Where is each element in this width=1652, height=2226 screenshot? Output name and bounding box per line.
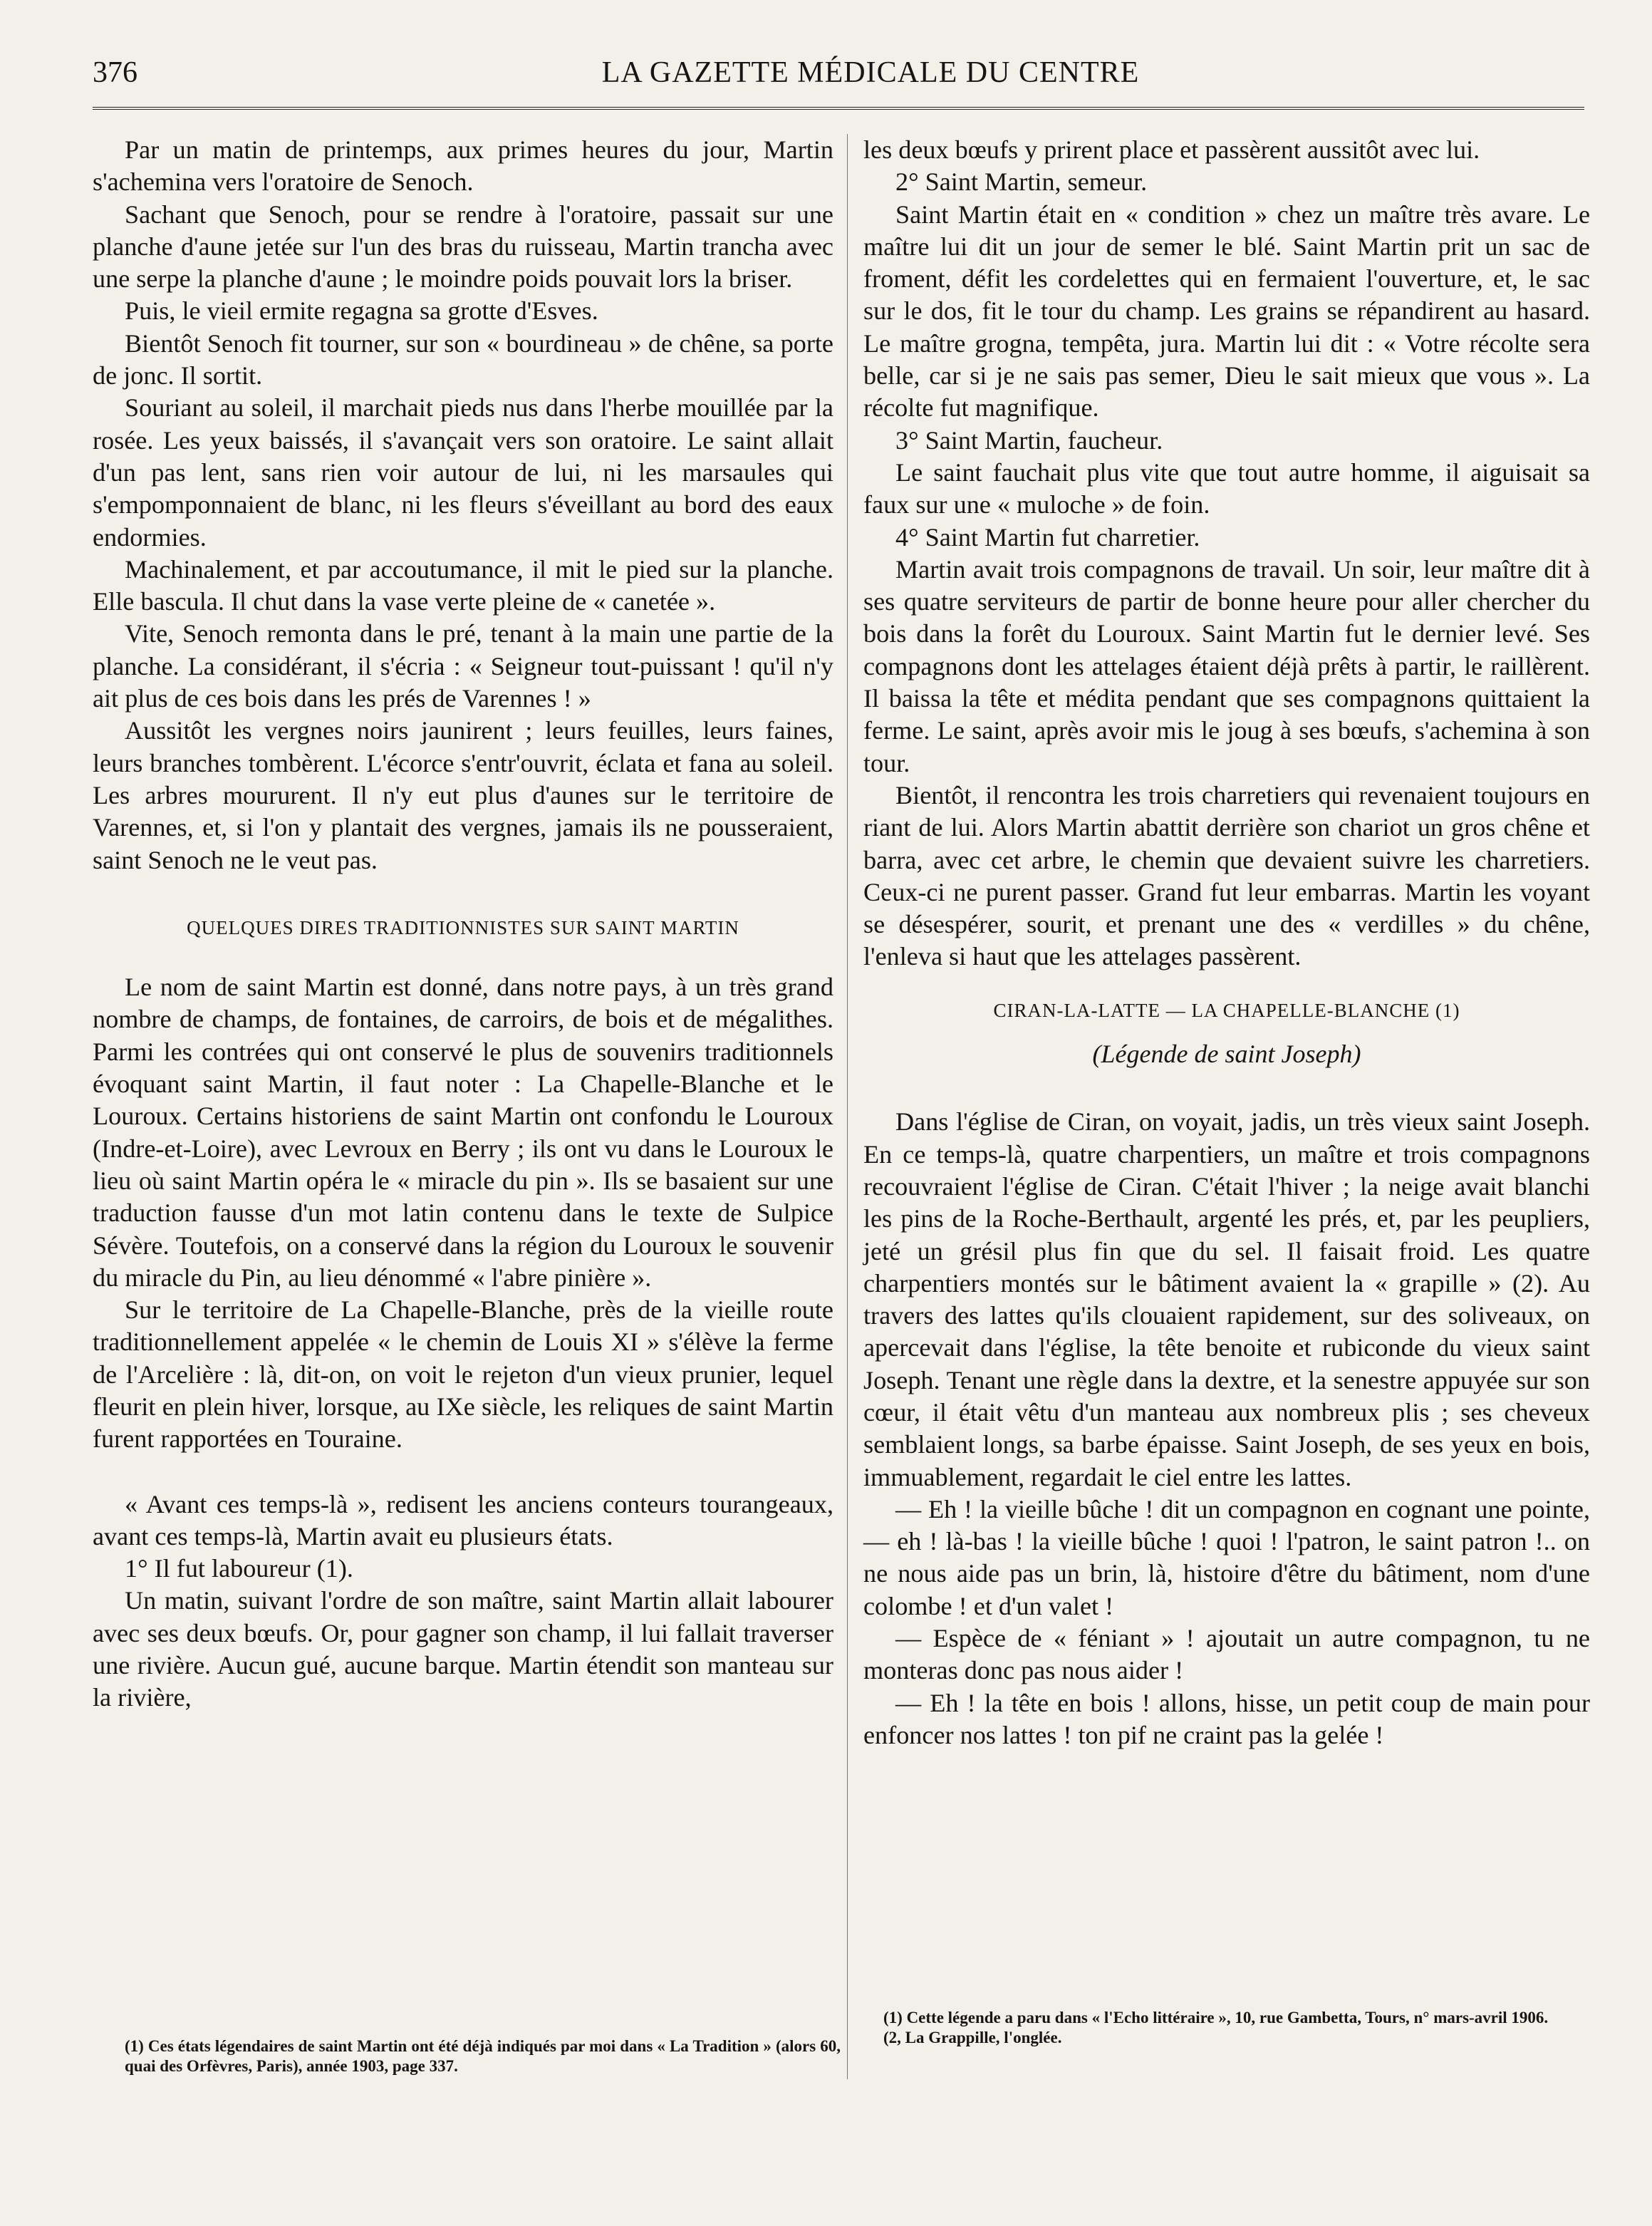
paragraph: Le nom de saint Martin est donné, dans notre pays, à un très grand nombre de champs, de fontaines, de carroirs, de bois et de mégalithes. Parmi les contrées qui ont conservé le plus de souvenirs traditionnels évoquant saint Martin, il faut noter : La Chapelle-Blanche et le Louroux. Certains historiens de saint Martin ont confondu le Louroux (Indre-et-Loire), avec Levroux en Berry ; ils ont vu dans le Louroux le lieu où saint Martin opéra le « miracle du pin ». Ils se basaient sur une traduction fausse d'un mot latin contenu dans le texte de Sulpice Sévère. Toutefois, on a conservé dans la région du Louroux le souvenir du miracle du Pin, au lieu dénommé « l'abre pinière ». <box>93 973 833 1292</box>
paragraph: Vite, Senoch remonta dans le pré, tenant à la main une partie de la planche. La considérant, il s'écria : « Seigneur tout-puissant ! qu'il n'y ait plus de ces bois dans les prés de Varennes ! » <box>93 619 833 713</box>
footnote-text: (1) Ces états légendaires de saint Martin ont été déjà indiqués par moi dans « La Tradition » (alors 60, quai des Orfèvres, Paris), année 1903, page 337. <box>125 2037 841 2075</box>
page-number: 376 <box>93 56 137 89</box>
paragraph: 4° Saint Martin fut charretier. <box>895 522 1200 552</box>
paragraph: — Eh ! la tête en bois ! allons, hisse, un petit coup de main pour enfoncer nos lattes ! ton pif ne craint pas la gelée ! <box>863 1688 1590 1749</box>
paragraph: Saint Martin était en « condition » chez un maître très avare. Le maître lui dit un jour de semer le blé. Saint Martin prit un sac de froment, défit les cordelettes qui en fermaient l'ouverture, et, le sac sur le dos, fit le tour du champ. Les grains se répandirent au hasard. Le maître grogna, tempêta, jura. Martin lui dit : « Votre récolte sera belle, car si je ne sais pas semer, Dieu le sait mieux que vous ». La récolte fut magnifique. <box>863 200 1590 423</box>
paragraph: 3° Saint Martin, faucheur. <box>895 425 1163 455</box>
footnotes-right <box>883 2008 1617 2048</box>
paragraph: Bientôt, il rencontra les trois charretiers qui revenaient toujours en riant de lui. Alors Martin abattit derrière son chariot un gros chêne et barra, avec cet arbre, le chemin que devaient suivre les charretiers. Ceux-ci ne purent passer. Grand fut leur embarras. Martin les voyant se désespérer, sourit, et prenant une des « verdilles » du chêne, l'enleva si haut que les attelages passèrent. <box>863 780 1590 971</box>
left-column <box>93 134 833 1714</box>
header-rule <box>93 107 1584 110</box>
paragraph: Sur le territoire de La Chapelle-Blanche, près de la vieille route traditionnellement appelée « le chemin de Louis XI » s'élève la ferme de l'Arcelière : là, dit-on, on voit le rejeton d'un vieux prunier, lequel fleurit en plein hiver, lorsque, au IXe siècle, les reliques de saint Martin furent rapportées en Touraine. <box>93 1295 833 1454</box>
paragraph: Un matin, suivant l'ordre de son maître, saint Martin allait labourer avec ses deux bœufs. Or, pour gagner son champ, il lui fallait traverser une rivière. Aucun gué, aucune barque. Martin étendit son manteau sur la rivière, <box>93 1586 833 1712</box>
paragraph: « Avant ces temps-là », redisent les anciens conteurs tourangeaux, avant ces temps-là, Martin avait eu plusieurs états. <box>93 1489 833 1551</box>
paragraph: Dans l'église de Ciran, on voyait, jadis, un très vieux saint Joseph. En ce temps-là, quatre charpentiers, un maître et trois compagnons recouvraient l'église de Ciran. C'était l'hiver ; la neige avait blanchi les pins de la Roche-Berthault, argenté les prés, et, par les peupliers, jeté un grésil plus fin que du sel. Il faisait froid. Les quatre charpentiers montés sur le bâtiment avaient la « grapille » (2). Au travers des lattes qu'ils clouaient rapidement, sur des soliveaux, on apercevait dans l'église, la tête benoite et rubiconde du vieux saint Joseph. Tenant une règle dans la dextre, et la senestre appuyée sur son cœur, il était vêtu d'un manteau aux nombreux plis ; ses cheveux semblaient longs, sa barbe épaisse. Saint Joseph, de ses yeux en bois, immuablement, regardait le ciel entre les lattes. <box>863 1107 1590 1491</box>
paragraph: Par un matin de printemps, aux primes heures du jour, Martin s'achemina vers l'oratoire de Senoch. <box>93 135 833 197</box>
paragraph: Aussitôt les vergnes noirs jaunirent ; leurs feuilles, leurs faines, leurs branches tombèrent. L'écorce s'entr'ouvrit, éclata et fana au soleil. Les arbres moururent. Il n'y eut plus d'aunes sur le territoire de Varennes, et, si l'on y plantait des vergnes, jamais ils ne pousseraient, saint Senoch ne le veut pas. <box>93 716 833 874</box>
column-divider <box>847 134 848 2079</box>
footnote-text: (2, La Grappille, l'onglée. <box>883 2029 1062 2046</box>
section-title: CIRAN-LA-LATTE — LA CHAPELLE-BLANCHE (1) <box>993 999 1460 1021</box>
paragraph: Bientôt Senoch fit tourner, sur son « bourdineau » de chêne, sa porte de jonc. Il sortit. <box>93 328 833 390</box>
paragraph: Souriant au soleil, il marchait pieds nus dans l'herbe mouillée par la rosée. Les yeux baissés, il s'avançait vers son oratoire. Le saint allait d'un pas lent, sans rien voir autour de lui, ni les marsaules qui s'empomponnaient de blanc, ni les fleurs s'éveillant au bord des eaux endormies. <box>93 393 833 552</box>
paragraph: les deux bœufs y prirent place et passèrent aussitôt avec lui. <box>863 135 1480 164</box>
paragraph: Puis, le vieil ermite regagna sa grotte d'Esves. <box>125 296 598 326</box>
footnote-text: (1) Cette légende a paru dans « l'Echo littéraire », 10, rue Gambetta, Tours, n° mars-avril 1906. <box>883 2009 1549 2026</box>
paragraph: Martin avait trois compagnons de travail. Un soir, leur maître dit à ses quatre serviteurs de partir de bonne heure pour aller chercher du bois dans la forêt du Louroux. Saint Martin fut le dernier levé. Ses compagnons dont les attelages étaient déjà prêts à partir, le raillèrent. Il baissa la tête et médita pendant que ses compagnons quittaient la ferme. Le saint, après avoir mis le joug à ses bœufs, s'achemina à son tour. <box>863 554 1590 777</box>
journal-title: LA GAZETTE MÉDICALE DU CENTRE <box>601 56 1140 89</box>
paragraph: — Espèce de « féniant » ! ajoutait un autre compagnon, tu ne monteras donc pas nous aider ! <box>863 1624 1590 1685</box>
section-subtitle: (Légende de saint Joseph) <box>1092 1040 1361 1069</box>
footnote-left <box>125 2036 841 2076</box>
paragraph: Sachant que Senoch, pour se rendre à l'oratoire, passait sur une planche d'aune jetée sur l'un des bras du ruisseau, Martin trancha avec une serpe la planche d'aune ; le moindre poids pouvait lors la briser. <box>93 200 833 294</box>
paragraph: — Eh ! la vieille bûche ! dit un compagnon en cognant une pointe, — eh ! là-bas ! la vieille bûche ! quoi ! l'patron, le saint patron !.. on ne nous aide pas un brin, là, histoire d'être du bâtiment, nom d'une colombe ! et d'un valet ! <box>863 1494 1590 1620</box>
section-title: QUELQUES DIRES TRADITIONNISTES SUR SAINT MARTIN <box>187 916 739 938</box>
paragraph: Le saint fauchait plus vite que tout autre homme, il aiguisait sa faux sur une « muloche » de foin. <box>863 457 1590 519</box>
paragraph: 1° Il fut laboureur (1). <box>125 1554 353 1583</box>
paragraph: 2° Saint Martin, semeur. <box>895 167 1148 197</box>
page-header <box>93 56 1584 98</box>
right-column <box>863 134 1590 1751</box>
paragraph: Machinalement, et par accoutumance, il mit le pied sur la planche. Elle bascula. Il chut dans la vase verte pleine de « canetée ». <box>93 554 833 616</box>
spacer <box>93 1456 833 1489</box>
